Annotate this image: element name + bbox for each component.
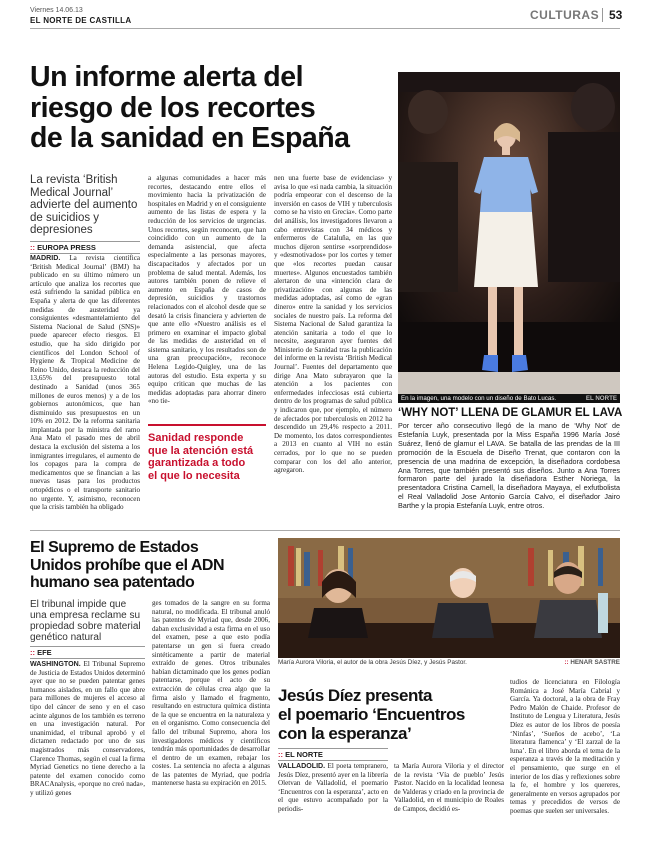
- article1-agency: [30, 241, 140, 254]
- photo-credit: [564, 659, 620, 666]
- caption-text: En la imagen, una modelo con un diseño de Bato Lucas.: [401, 395, 557, 402]
- pullquote-line: el que lo necesita: [148, 469, 240, 482]
- article1-city: MADRID.: [30, 254, 61, 262]
- article4-col2-text: ta María Aurora Viloria y el director de la revista ‘Vía de pueblo’ Jesús Pastor. Nacido en la localidad leonesa de Valderas y criado en la provincia de Valladolid, en el municipio de Roales de Campos, decidió es-: [394, 762, 504, 813]
- article4-col1: [278, 762, 388, 844]
- article4-agency: [278, 748, 388, 761]
- article3-city: WASHINGTON.: [30, 660, 81, 668]
- article4-col3-text: tudios de licenciatura en Filología Románica a José María Cabrial y García. Ya doctoral, a la obra de Fray Pedro Malón de Chaide. Profesor de Instituto de Lengua y Literatura, Jesús Díez es autor de los libros de poesía ‘Ninfas’, ‘Sueños de acebo’, ‘La literatura flamenca’ y ‘El zarzal de la luna’. En el libro aborda el tema de la esperanza a través de la meditación y el pensamiento, que surge en el interior de los días y reflexiones sobre la fe, el hombre y los quereres, generalmente en versos agrupados por temas y precedidos de versos de poemas que suelen ser universales.: [510, 678, 620, 815]
- fashion-photo: [398, 72, 620, 402]
- agency-marker: ::: [278, 750, 286, 759]
- agency-name: EL NORTE: [285, 750, 323, 759]
- article3-agency: [30, 646, 145, 659]
- credit-marker: ::: [564, 659, 571, 666]
- section-divider: [602, 8, 603, 22]
- article1-col1: [30, 254, 140, 516]
- headline-line: Jesús Díez presenta: [278, 686, 432, 705]
- article3-col2: [152, 599, 270, 845]
- panel-speakers-image: [278, 538, 620, 658]
- headline-line: El Supremo de Estados: [30, 539, 199, 556]
- subtitle-line: propiedad sobre material: [30, 621, 141, 632]
- page-date: Viernes 14.06.13: [30, 7, 83, 14]
- headline-line: de la sanidad en España: [30, 122, 350, 154]
- article3-headline: [30, 539, 280, 592]
- subtitle-line: El tribunal impide que: [30, 599, 127, 610]
- article3-col1: [30, 660, 145, 845]
- pullquote-line: garantizada a todo: [148, 457, 246, 469]
- headline-line: el poemario ‘Encuentros: [278, 705, 465, 724]
- caption-text: María Aurora Viloria, el autor de la obra Jesús Díez, y Jesús Pastor.: [278, 659, 467, 666]
- headline-line: Un informe alerta del: [30, 61, 303, 93]
- newspaper-name: EL NORTE DE CASTILLA: [30, 16, 132, 25]
- section-rule: [30, 530, 620, 531]
- book-photo-caption: [278, 659, 620, 666]
- article3-subtitle: [30, 599, 148, 643]
- article1-col3-text: nen una fuerte base de evidencias» y avisa lo que «si nada cambia, la situación podría empeorar con el descenso de la inversión en casos de VIH y tuberculosis como se ha visto en Grecia». Como parte del análisis, los investigadores llevaron a cabo entrevistas con 34 médicos y enfermeros de Cataluña, en las que muchos dijeron sentirse «sorprendidos» y «desmotivados» por los cortes y temer que «los recortes puedan causar muertes». Algunos encuestados también alertaron de una «intención clara de privatización» con algunas de las medidas adoptadas, así como de «gran dinero» entre la sanidad y los servicios sociales de nuestro país. La reforma del Sistema Nacional de Salud garantiza la atención sanitaria a todo el que lo necesite, aseguraron ayer fuentes del Ministerio de Sanidad tras la publicación del informe en la revista ‘British Medical Journal’. Fuentes del departamento que dirige Ana Mato subrayaron que la atención a los pacientes con enfermedades infecciosas está cubierta dentro de los programas de salud pública y indicaron que, por ejemplo, el número de afectados por tuberculosis en 2012 ha descendido un 29,4% respecto a 2011. De momento, los datos correspondientes a 2013 en cuanto al VIH no están cerrados, por lo que no se pueden comparar con los del año anterior, agregaron.: [274, 174, 392, 475]
- pullquote-line: que la atención está: [148, 444, 254, 457]
- page-number: 53: [609, 8, 623, 22]
- article1-headline: [30, 62, 400, 154]
- section-title: CULTURAS: [530, 8, 600, 22]
- runway-model-image: [398, 72, 620, 402]
- headline-line: con la esperanza’: [278, 724, 412, 743]
- subtitle-line: advierte del aumento: [30, 199, 138, 211]
- article4-col1-text: El poeta tempranero, Jesús Díez, presentó ayer en la librería Oletvan de Valladolid, el poemario ‘Encuentros con la esperanza’, acto en el que estuvo acompañado por la periodis-: [278, 762, 388, 813]
- headline-line: humano sea patentado: [30, 574, 195, 591]
- header-rule: [30, 28, 620, 29]
- article3-col1-text: El Tribunal Supremo de Justicia de Estados Unidos determinó ayer que no se pueden patentar genes humanos aislados, en un fallo que abre para millones de mujeres el acceso al tipo del cáncer de seno y en el caso acinte algunos de los también es terreno en una investigación natural. Por unanimidad, el tribunal aprobó y el dictamen redactado por uno de sus magistrados más conservadores, Clarence Thomas, según el cual la firma Myriad Genetics no tiene derecho a la patente del examen conocido como BRACAnalysis, «porque no creó nada», y utilizó genes: [30, 660, 145, 797]
- agency-marker: ::: [30, 243, 38, 252]
- book-presentation-photo: [278, 538, 620, 658]
- article1-subtitle: [30, 174, 145, 237]
- article1-col1-text: La revista científica ‘British Medical Journal’ (BMJ) ha publicado en su último número un artículo que analiza los recortes que está sufriendo la sanidad pública en España y alerta de que las diferentes medidas de austeridad ya consiguientes «desmantelamiento del Sistema Nacional de Salud (SNS)» puede aparecer efecto riesgos. El estudio, que ha sido dirigido por científicos del London School of Hygiene & Tropical Medicine de Reino Unido, destaca la reducción del 13,65% del presupuesto total destinado a Sanidad (unos 365 millones de euros menos) y a de los gobiernos autonómicos, que han disminuido sus presupuestos en un 10% en 2012. De la reforma sanitaria implantada por la ministra del ramo Ana Mato el pasado mes de abril destaca la exclusión del sistema a los inmigrantes irregulares, el aumento de los copagos para la compra de medicamentos que se financian a las nuevas tasas para los productos ortopédicos o el transporte sanitario no urgente. Y, asimismo, reconocen que la crisis también ha obligado: [30, 254, 140, 512]
- pullquote-line: Sanidad responde: [148, 432, 244, 444]
- article1-col3: [274, 174, 392, 517]
- agency-name: EUROPA PRESS: [37, 243, 96, 252]
- article2-headline: ‘WHY NOT’ LLENA DE GLAMUR EL LAVA: [398, 407, 623, 419]
- subtitle-line: genético natural: [30, 632, 102, 643]
- fashion-photo-caption: [398, 394, 620, 403]
- subtitle-line: depresiones: [30, 224, 93, 236]
- agency-name: EFE: [37, 648, 52, 657]
- subtitle-line: Medical Journal’: [30, 186, 114, 199]
- agency-marker: ::: [30, 648, 38, 657]
- article4-headline: [278, 686, 503, 743]
- subtitle-line: una empresa reclame su: [30, 610, 141, 621]
- article2-body-text: Por tercer año consecutivo llegó de la mano de ‘Why Not’ de Estefanía Luyk, presentada por la Miss España 1996 María José Suárez, llenó de glamur el LAVA. Se batalla de las prendas de la III promoción de la Escuela de Diseño Trenat, que contaron con la presencia de una madrina de excepción, la diseñadora cordobesa Ana Torres, que también presentó sus diseños. Junto a Ana Torres formaron parte del jurado la diseñadora Esther Noriega, la presentadora Cristina Camell, la diseñadora Mayaya, el exfutbolista el Real Valladolid Jose Antonio García Calvo, el diseñador Jairo Barthe y la propia Estefanía Luyk, entre otros.: [398, 422, 620, 511]
- article4-city: VALLADOLID.: [278, 762, 326, 770]
- article4-col3: [510, 678, 620, 844]
- headline-line: Unidos prohíbe que el ADN: [30, 556, 225, 574]
- photo-credit: EL NORTE: [585, 395, 617, 402]
- pullquote-rule: [148, 424, 266, 426]
- article4-col2: [394, 762, 504, 844]
- article1-pullquote: [148, 432, 268, 482]
- credit-name: HENAR SASTRE: [570, 659, 620, 666]
- article1-col2: [148, 174, 266, 419]
- headline-line: riesgo de los recortes: [30, 91, 316, 124]
- article3-col2-text: ges tomados de la sangre en su forma natural, no modificada. El tribunal anuló las patentes de Myriad que, desde 2006, daban exclusividad a esta firma en el uso del examen, pese a que esto podía patentarse un gen si fuera creado sintéticamente a partir de material extraído de genes. Otros tribunales habían dictaminado que los genes podían patentarse, porque el acto de su extracción de células crea algo que la firma aislo y llamado el fragmento, resultando en estructura química distinta de la que se encuentra en la naturaleza y en el organismo. Como consecuencia del fallo del tribunal Supremo, ahora los investigadores médicos y científicos tendrán más oportunidades de desarrollar el dentro de un examen, rebajar los costes. La sentencia no afecta a algunas de las patentes de Myriad, que podría mantenerse hasta su expiración en 2015.: [152, 599, 270, 788]
- subtitle-line: La revista ‘British: [30, 174, 118, 186]
- subtitle-line: de suicidios y: [30, 211, 100, 224]
- article2-body: [398, 422, 620, 517]
- article1-col2-text: a algunas comunidades a hacer más recortes, destacando entre ellos el movimiento hacia la privatización de hospitales en Madrid y en el consiguiente aumento de las listas de espera y la reducción de los servicios de urgencias. Unos recortes, según reconocen, que han coincidido con un aumento de la demanda asistencial, que afecta especialmente a las personas mayores, discapacitados y afectados por un problema de salud mental. Además, los autores también ponen de relieve el aumento en España de casos de depresión, suicidios y trastornos relacionados con el alcohol desde que se desató la crisis financiera y advierten de que ante ello «Nuestro análisis es el primero en examinar el impacto global de las medidas de austeridad en el sistema sanitario, y los resultados son de una gran preocupación», reconoce Helena Legido-Quigley, una de las autoras del estudio. Esta experta y su equipo critican que muchas de las medidas adoptadas para ahorrar dinero «no tie-: [148, 174, 266, 406]
